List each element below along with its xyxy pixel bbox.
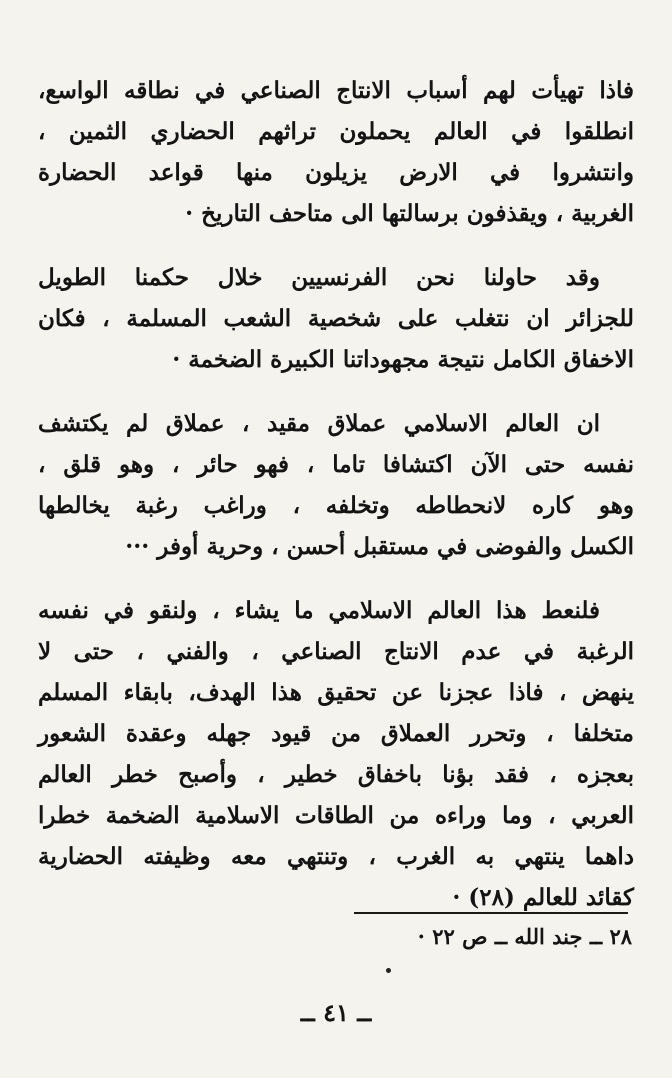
text-line: داهما ينتهي به الغرب ، وتنتهي معه وظيفته الحضارية: [38, 843, 634, 870]
paragraph-2: [38, 257, 634, 380]
text-line: ينهض ، فاذا عجزنا عن تحقيق هذا الهدف، بابقاء المسلم: [38, 679, 634, 706]
text-line: للجزائر ان نتغلب على شخصية الشعب المسلمة ، فكان: [38, 305, 634, 332]
page-number: ــ ٤١ ــ: [300, 998, 372, 1027]
text-line: فلنعط هذا العالم الاسلامي ما يشاء ، ولنقو في نفسه: [38, 597, 600, 624]
paragraph-3: [38, 403, 634, 567]
text-line: الاخفاق الكامل نتيجة مجهوداتنا الكبيرة الضخمة ·: [172, 346, 634, 373]
footnote-divider: [354, 912, 628, 914]
text-line: فاذا تهيأت لهم أسباب الانتاج الصناعي في نطاقه الواسع،: [38, 77, 634, 104]
text-line: العربي ، وما وراءه من الطاقات الاسلامية الضخمة خطرا: [38, 802, 634, 829]
text-line: ان العالم الاسلامي عملاق مقيد ، عملاق لم يكتشف: [38, 410, 600, 437]
main-text: [38, 70, 634, 941]
ink-speck: [386, 968, 391, 973]
text-line: كقائد للعالم (٢٨) ·: [452, 884, 634, 911]
text-line: الرغبة في عدم الانتاج الصناعي ، والفني ، حتى لا: [38, 638, 634, 665]
text-line: انطلقوا في العالم يحملون تراثهم الحضاري الثمين ،: [38, 118, 634, 145]
footnote: ٢٨ ــ جند الله ــ ص ٢٢ ·: [417, 924, 632, 949]
text-line: الغربية ، ويقذفون برسالتها الى متاحف التاريخ ·: [185, 200, 634, 227]
text-line: متخلفا ، وتحرر العملاق من قيود جهله وعقدة الشعور: [38, 720, 634, 747]
text-line: نفسه حتى الآن اكتشافا تاما ، فهو حائر ، وهو قلق ،: [38, 451, 634, 478]
text-line: وانتشروا في الارض يزيلون منها قواعد الحضارة: [38, 159, 634, 186]
text-line: بعجزه ، فقد بؤنا باخفاق خطير ، وأصبح خطر العالم: [38, 761, 634, 788]
text-line: وهو كاره لانحطاطه وتخلفه ، وراغب رغبة يخالطها: [38, 492, 634, 519]
paragraph-4: [38, 590, 634, 918]
text-line: الكسل والفوضى في مستقبل أحسن ، وحرية أوفر ···: [125, 533, 634, 560]
paragraph-1: [38, 70, 634, 234]
text-line: وقد حاولنا نحن الفرنسيين خلال حكمنا الطويل: [38, 264, 600, 291]
